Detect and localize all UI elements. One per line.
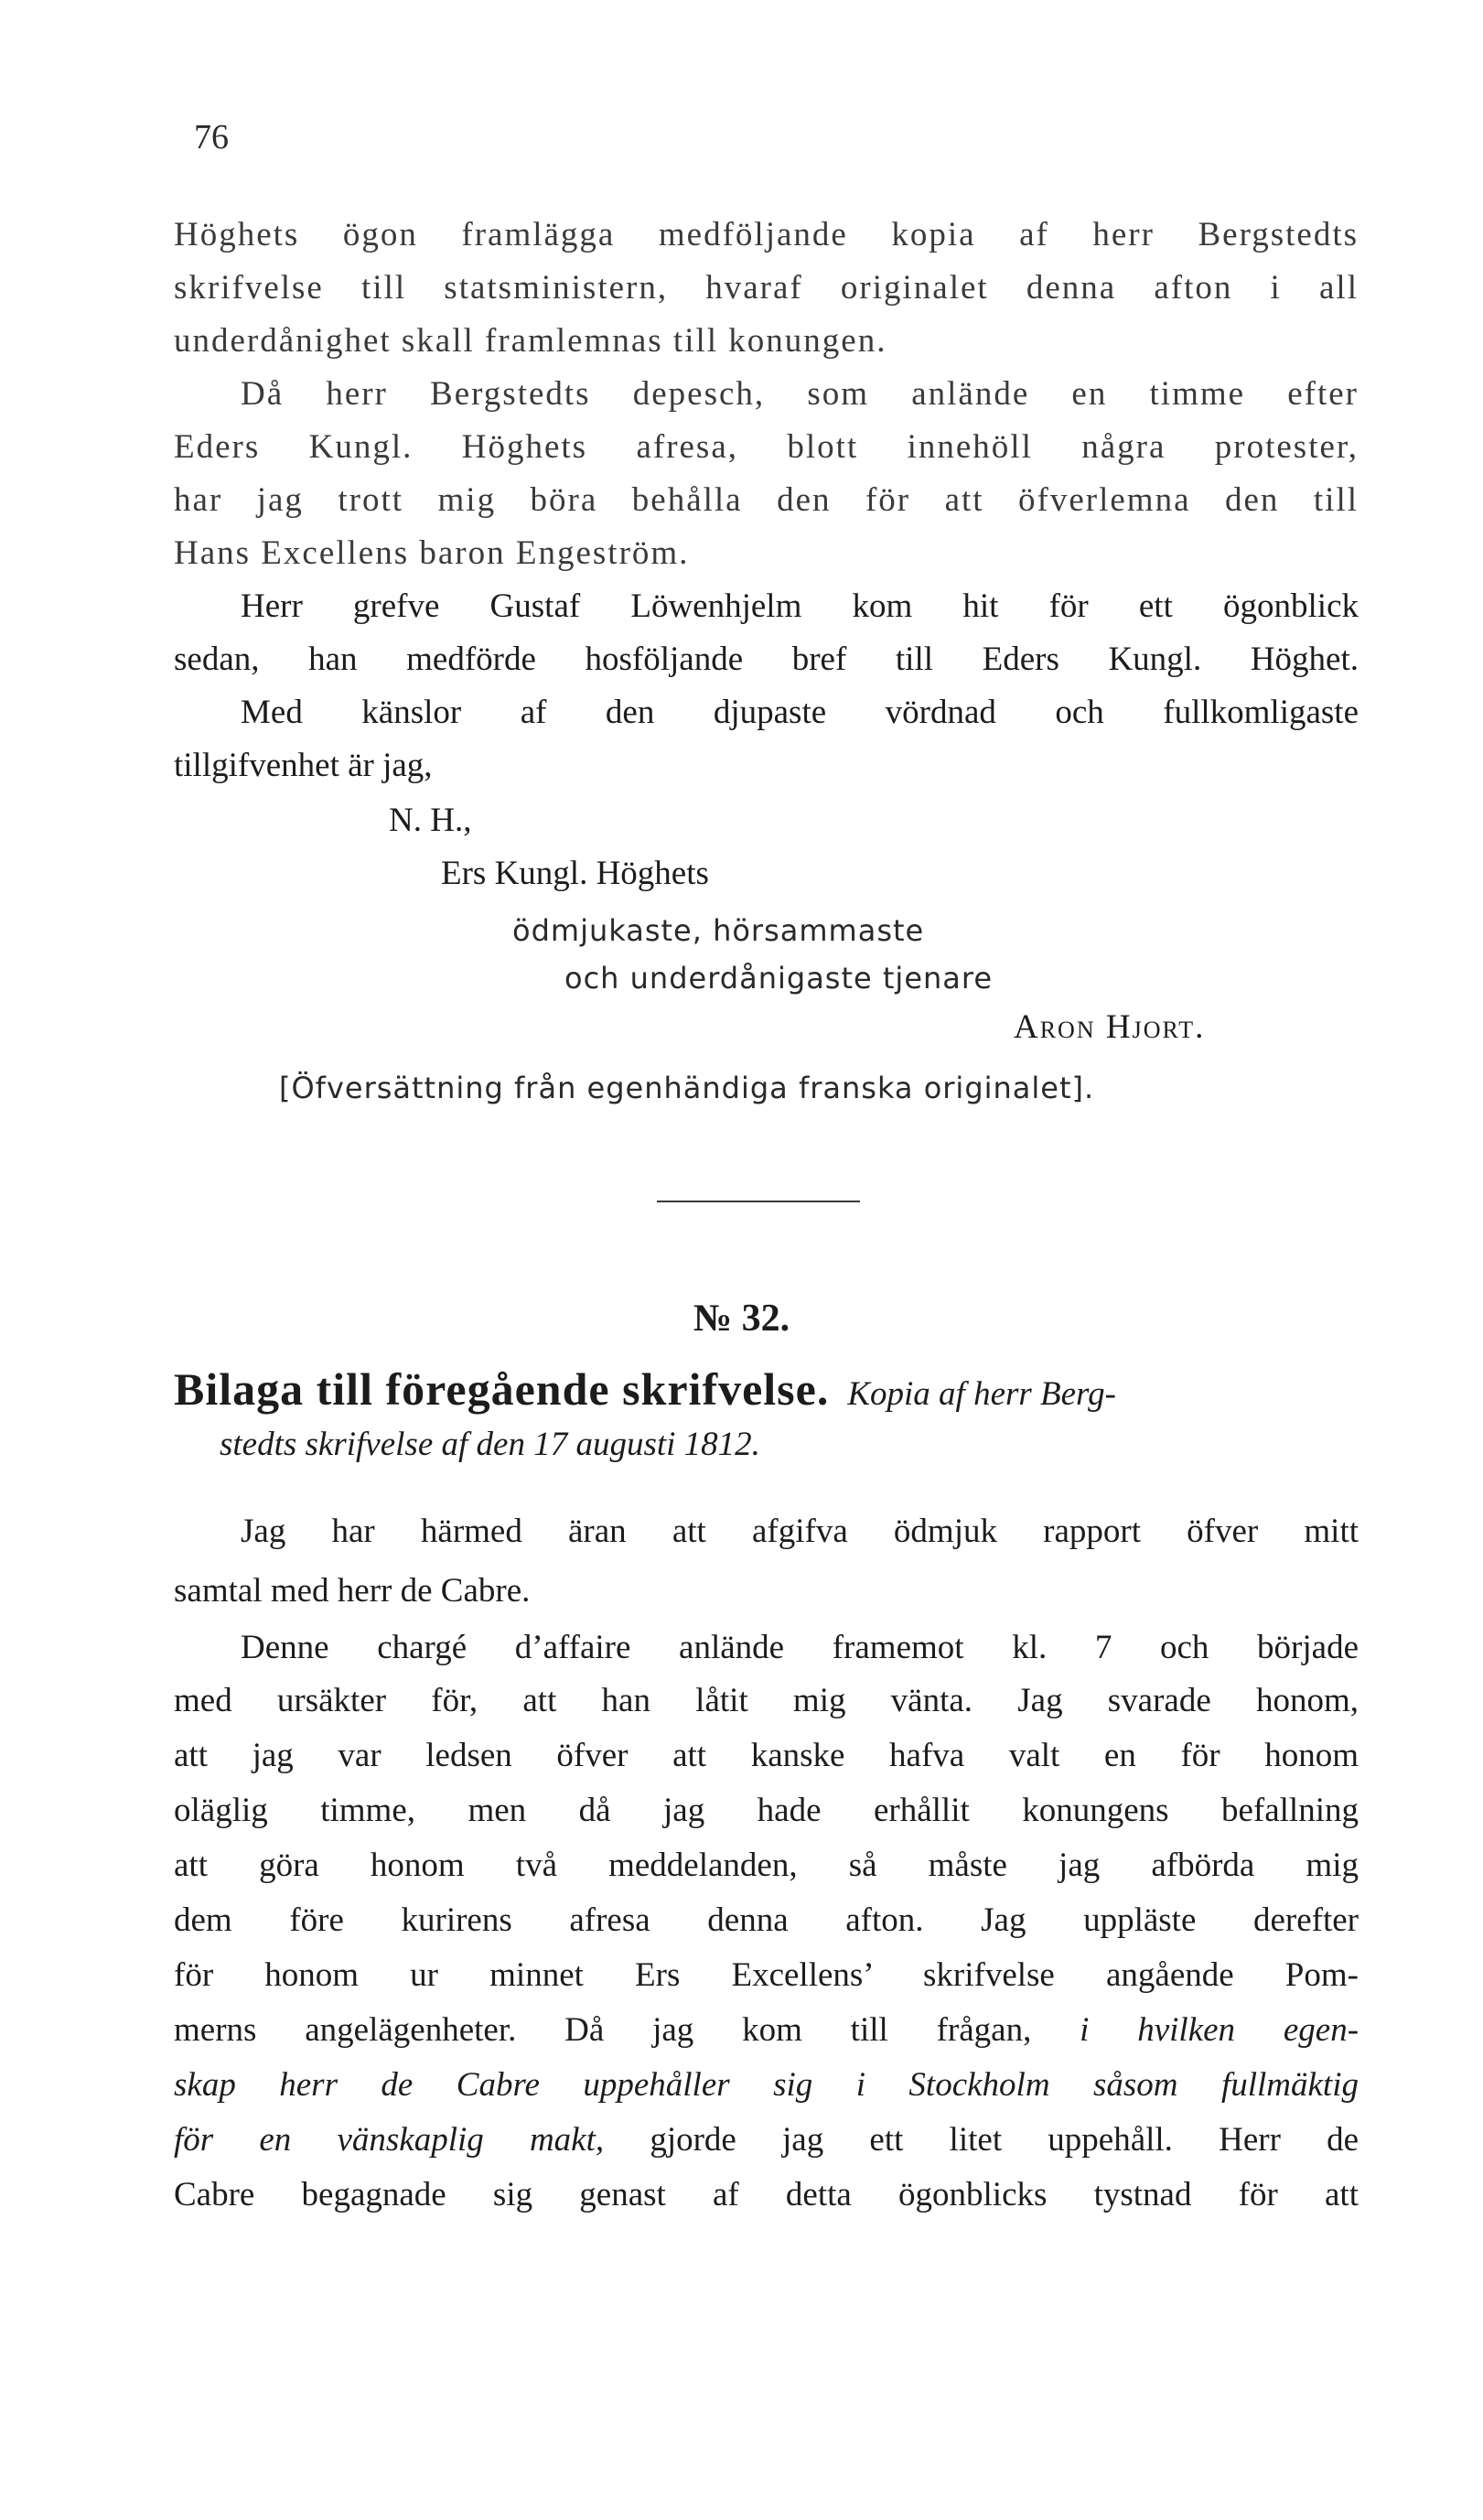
text-line: skap herr de Cabre uppehåller sig i Stockholm såsom fullmäktig [174,2066,1359,2104]
text-segment-italic: för en vänskaplig makt, [174,2121,605,2159]
signature: Aron Hjort. [1014,1008,1206,1046]
text-line: sedan, han medförde hosföljande bref till Eders Kungl. Höghet. [174,641,1359,678]
text-line: har jag trott mig böra behålla den för att öfverlemna den till [174,481,1359,519]
text-line: Eders Kungl. Höghets afresa, blott innehöll några protester, [174,428,1359,466]
text-line: för honom ur minnet Ers Excellens’ skrifvelse angående Pom- [174,1956,1359,1994]
text-line: att göra honom två meddelanden, så måste jag afbörda mig [174,1847,1359,1884]
heading-subtitle-2: stedts skrifvelse af den 17 augusti 1812. [220,1426,760,1463]
text-line: tillgifvenhet är jag, [174,747,433,784]
text-line: Hans Excellens baron Engeström. [174,534,690,572]
closing-humble: ödmjukaste, hörsammaste [512,913,925,948]
text-segment: gjorde jag ett litet uppehåll. Herr de [650,2121,1359,2159]
text-line: skrifvelse till statsministern, hvaraf originalet denna afton i all [174,269,1359,307]
text-segment-italic: i hvilken egen- [1080,2011,1359,2049]
text-line: Denne chargé d’affaire anlände framemot kl. 7 och började [241,1629,1359,1666]
text-line: Då herr Bergstedts depesch, som anlände en timme efter [241,375,1359,413]
text-line: Herr grefve Gustaf Löwenhjelm kom hit för ett ögonblick [241,587,1359,625]
heading-title: Bilaga till föregående skrifvelse. [174,1363,830,1415]
translation-note: [Öfversättning från egenhändiga franska originalet]. [279,1071,1095,1105]
heading-subtitle-1: Kopia af herr Berg- [847,1375,1116,1413]
closing-servant: och underdånigaste tjenare [564,961,994,996]
text-line: dem före kurirens afresa denna afton. Jag uppläste derefter [174,1901,1359,1939]
text-line: samtal med herr de Cabre. [174,1572,531,1610]
text-segment: merns angelägenheter. Då jag kom till frågan, [174,2011,1032,2049]
closing-initials: N. H., [389,802,472,839]
page-number: 76 [194,118,229,156]
text-line [174,2114,1359,2167]
text-line: att jag var ledsen öfver att kanske hafva valt en för honom [174,1737,1359,1774]
text-line: med ursäkter för, att han låtit mig vänta. Jag svarade honom, [174,1682,1359,1719]
document-number: № 32. [693,1298,790,1340]
text-line [174,2004,1359,2057]
text-line: oläglig timme, men då jag hade erhållit konungens befallning [174,1792,1359,1829]
text-line: Cabre begagnade sig genast af detta ögonblicks tystnad för att [174,2176,1359,2213]
text-line: Höghets ögon framlägga medföljande kopia af herr Bergstedts [174,216,1359,253]
text-line: underdånighet skall framlemnas till konungen. [174,322,887,360]
section-divider [657,1201,860,1202]
text-line: Med känslor af den djupaste vördnad och fullkomligaste [241,694,1359,731]
text-line: Jag har härmed äran att afgifva ödmjuk rapport öfver mitt [241,1513,1359,1550]
closing-salutation: Ers Kungl. Höghets [441,855,709,892]
